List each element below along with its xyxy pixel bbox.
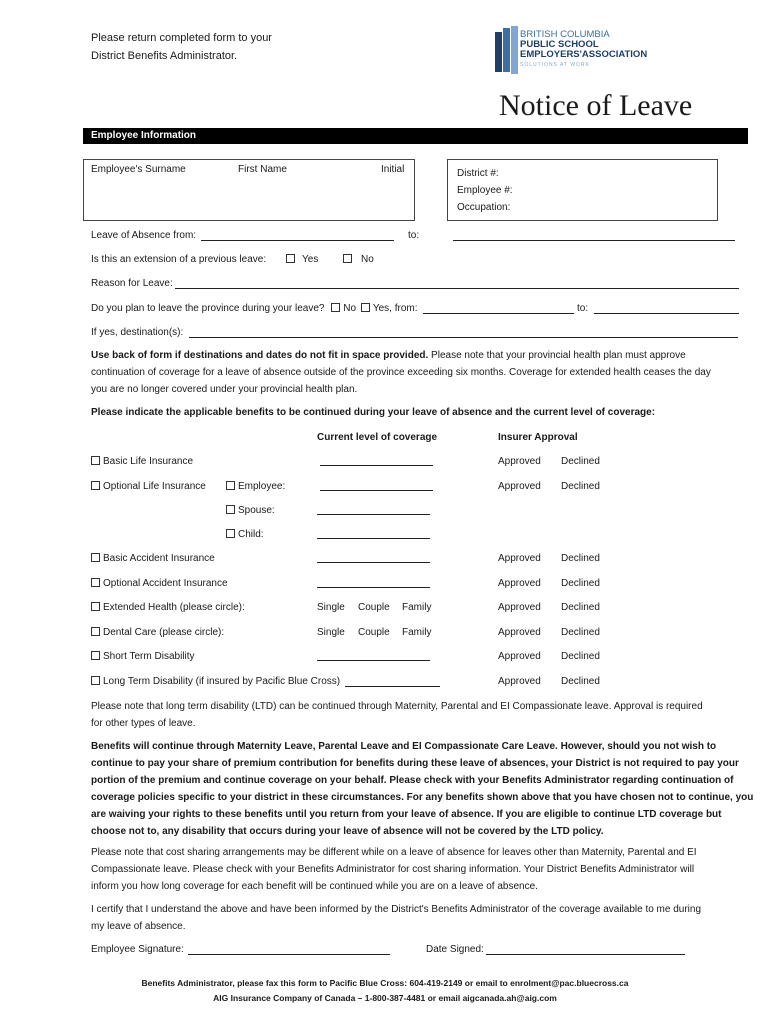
optional-life-employee-option[interactable] (226, 480, 285, 493)
extension-no-checkbox[interactable] (343, 254, 352, 263)
optional-life-declined: Declined (561, 481, 600, 492)
optional-life-label: Optional Life Insurance (103, 481, 206, 492)
optional-life-spouse-field[interactable] (317, 514, 430, 515)
dental-option[interactable] (91, 626, 224, 639)
optional-life-employee-field[interactable] (320, 490, 433, 491)
std-approved: Approved (498, 651, 541, 662)
date-signed-label: Date Signed: (426, 944, 484, 955)
basic-accident-checkbox[interactable] (91, 553, 100, 562)
basic-accident-coverage-field[interactable] (317, 562, 430, 563)
province-to-label: to: (577, 303, 589, 314)
dental-label: Dental Care (please circle): (103, 627, 225, 638)
district-info-box[interactable] (447, 159, 718, 221)
ltd-note (91, 698, 703, 732)
extended-health-family[interactable]: Family (402, 602, 432, 613)
std-checkbox[interactable] (91, 651, 100, 660)
extended-health-couple[interactable]: Couple (358, 602, 390, 613)
logo-tagline: SOLUTIONS AT WORK (520, 62, 590, 68)
notice-paragraph (91, 347, 751, 398)
optional-life-child-label: Child: (238, 529, 264, 540)
employee-number-label: Employee #: (457, 185, 513, 196)
province-yes-checkbox[interactable] (361, 303, 370, 312)
notice-bold: Use back of form if destinations and dates do not fit in space provided. (91, 350, 429, 361)
optional-accident-checkbox[interactable] (91, 578, 100, 587)
province-to-field[interactable] (594, 313, 739, 314)
optional-life-employee-label: Employee: (238, 481, 286, 492)
optional-life-spouse-checkbox[interactable] (226, 505, 235, 514)
ltd-checkbox[interactable] (91, 676, 100, 685)
surname-label: Employee's Surname (91, 164, 186, 175)
cost-line2: Compassionate leave. Please check with your Benefits Administrator for cost sharing information. Your District Benefits Administrator will (91, 864, 695, 875)
optional-accident-label: Optional Accident Insurance (103, 578, 228, 589)
certify-line1: I certify that I understand the above and have been informed by the District's Benefits Administrator of the coverage available to me during (91, 904, 702, 915)
form-title: Notice of Leave (499, 89, 693, 122)
reason-label: Reason for Leave: (91, 278, 173, 289)
province-no-checkbox[interactable] (331, 303, 340, 312)
optional-life-spouse-label: Spouse: (238, 505, 275, 516)
extended-health-label: Extended Health (please circle): (103, 602, 245, 613)
extended-health-single[interactable]: Single (317, 602, 345, 613)
optional-accident-approved: Approved (498, 578, 541, 589)
ltd-option[interactable] (91, 675, 340, 688)
province-question (91, 302, 418, 315)
optional-accident-coverage-field[interactable] (317, 587, 430, 588)
col-current-coverage: Current level of coverage (317, 432, 438, 443)
notice-line3: you are no longer covered under your provincial health plan. (91, 384, 358, 395)
optional-life-checkbox[interactable] (91, 481, 100, 490)
optional-life-employee-checkbox[interactable] (226, 481, 235, 490)
cost-line3: inform you how long coverage for each benefit will be continued while you are on a leave of absence. (91, 881, 538, 892)
employee-signature-label: Employee Signature: (91, 944, 184, 955)
extended-health-declined: Declined (561, 602, 600, 613)
ltd-approved: Approved (498, 676, 541, 687)
std-declined: Declined (561, 651, 600, 662)
return-instructions-line2: District Benefits Administrator. (91, 50, 238, 62)
optional-life-child-field[interactable] (317, 538, 430, 539)
section-bar-employee-info (83, 128, 748, 144)
basic-life-checkbox[interactable] (91, 456, 100, 465)
logo-text-line2: PUBLIC SCHOOL (520, 39, 599, 50)
basic-accident-approved: Approved (498, 553, 541, 564)
basic-accident-declined: Declined (561, 553, 600, 564)
dental-single[interactable]: Single (317, 627, 345, 638)
dental-couple[interactable]: Couple (358, 627, 390, 638)
basic-life-declined: Declined (561, 456, 600, 467)
basic-life-option[interactable] (91, 455, 193, 468)
ltd-declined: Declined (561, 676, 600, 687)
certify-paragraph (91, 901, 701, 935)
basic-life-approved: Approved (498, 456, 541, 467)
basic-life-label: Basic Life Insurance (103, 456, 194, 467)
extension-yes-label: Yes (302, 254, 319, 265)
ltd-note-line2: for other types of leave. (91, 718, 196, 729)
notice-rest: Please note that your provincial health plan must approve (428, 350, 686, 361)
notice-line2: continuation of coverage for a leave of absence outside of the province exceeding six months. Coverage for extended health ceases the day (91, 367, 711, 378)
optional-life-spouse-option[interactable] (226, 504, 275, 517)
employee-signature-field[interactable] (188, 954, 390, 955)
continue-line6: choose not to, any disability that occurs during your leave of absence will not be covered by the LTD policy. (91, 826, 604, 837)
extension-no-option[interactable] (343, 253, 374, 266)
extended-health-option[interactable] (91, 601, 245, 614)
optional-life-option[interactable] (91, 480, 206, 493)
continue-line2: continue to pay your share of premium contribution for benefits during these leave of absences, your District is not required to pay your (91, 758, 739, 769)
extended-health-checkbox[interactable] (91, 602, 100, 611)
continue-line4: coverage policies specific to your district in these circumstances. For any benefits shown above that you have chosen not to continue, you (91, 792, 754, 803)
dental-approved: Approved (498, 627, 541, 638)
district-label: District #: (457, 168, 499, 179)
return-instructions-line1: Please return completed form to your (91, 32, 272, 44)
logo-text-line1: BRITISH COLUMBIA (520, 29, 610, 40)
optional-life-approved: Approved (498, 481, 541, 492)
std-coverage-field[interactable] (317, 660, 430, 661)
cost-line1: Please note that cost sharing arrangements may be different while on a leave of absence for leaves other than Maternity, Parental and EI (91, 847, 697, 858)
footer-line1: Benefits Administrator, please fax this form to Pacific Blue Cross: 604-419-2149 or email to enrolment@pac.bluecross.ca (141, 978, 629, 988)
std-option[interactable] (91, 650, 195, 663)
continue-line5: are waiving your rights to these benefits until you return from your leave of absence. If you are eligible to continue LTD coverage but (91, 809, 722, 820)
std-label: Short Term Disability (103, 651, 195, 662)
reason-field[interactable] (175, 288, 739, 289)
initial-label: Initial (381, 164, 405, 175)
extension-label: Is this an extension of a previous leave: (91, 254, 267, 265)
optional-life-child-option[interactable] (226, 528, 264, 541)
continue-line3: portion of the premium and continue coverage on your behalf. Please check with your Benefits Administrator regarding continuation of (91, 775, 734, 786)
basic-accident-label: Basic Accident Insurance (103, 553, 215, 564)
date-signed-field[interactable] (486, 954, 685, 955)
basic-accident-option[interactable] (91, 552, 215, 565)
employee-name-box[interactable] (83, 159, 415, 221)
bcpsea-logo-mark (495, 26, 521, 76)
optional-life-child-checkbox[interactable] (226, 529, 235, 538)
cost-paragraph (91, 844, 697, 895)
section-title: Employee Information (91, 130, 197, 141)
destination-field[interactable] (189, 337, 738, 338)
leave-from-field[interactable] (201, 240, 394, 241)
leave-to-field[interactable] (453, 240, 735, 241)
extension-yes-option[interactable] (286, 253, 318, 266)
continue-line1: Benefits will continue through Maternity Leave, Parental Leave and EI Compassionate Care Leave. However, should you not wish to (91, 741, 717, 752)
province-no-label: No (343, 303, 357, 314)
ltd-note-line1: Please note that long term disability (LTD) can be continued through Maternity, Parental and EI Compassionate leave. Approval is required (91, 701, 703, 712)
province-question-label: Do you plan to leave the province during your leave? (91, 303, 325, 314)
extension-yes-checkbox[interactable] (286, 254, 295, 263)
col-insurer-approval: Insurer Approval (498, 432, 578, 443)
dental-declined: Declined (561, 627, 600, 638)
bcpsea-logo (495, 26, 675, 76)
optional-accident-declined: Declined (561, 578, 600, 589)
basic-life-coverage-field[interactable] (320, 465, 433, 466)
benefits-intro: Please indicate the applicable benefits to be continued during your leave of absence and the current level of coverage: (91, 407, 656, 418)
first-name-label: First Name (238, 164, 287, 175)
dental-family[interactable]: Family (402, 627, 432, 638)
extended-health-approved: Approved (498, 602, 541, 613)
leave-to-label: to: (408, 230, 420, 241)
optional-accident-option[interactable] (91, 577, 228, 590)
ltd-coverage-field[interactable] (345, 686, 440, 687)
continue-paragraph (91, 738, 753, 840)
extension-no-label: No (361, 254, 374, 265)
province-yes-label: Yes, from: (372, 303, 418, 314)
leave-from-label: Leave of Absence from: (91, 230, 197, 241)
destination-label: If yes, destination(s): (91, 327, 184, 338)
ltd-label: Long Term Disability (if insured by Pacific Blue Cross) (103, 676, 341, 687)
footer-line2: AIG Insurance Company of Canada – 1-800-387-4481 or email aigcanada.ah@aig.com (213, 993, 557, 1003)
logo-text-line3: EMPLOYERS'ASSOCIATION (520, 49, 648, 60)
province-from-field[interactable] (423, 313, 574, 314)
certify-line2: my leave of absence. (91, 921, 186, 932)
occupation-label: Occupation: (457, 202, 511, 213)
dental-checkbox[interactable] (91, 627, 100, 636)
